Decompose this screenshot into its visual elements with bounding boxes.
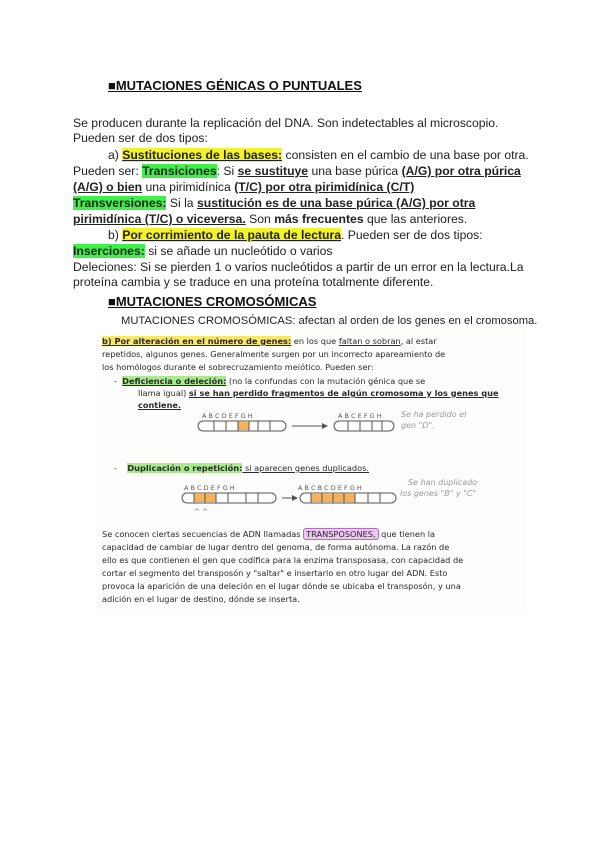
duplication-chromosome-diagram (180, 490, 400, 516)
deletion-labels-after: A B C E F G H (338, 412, 382, 420)
duplication-note-1: Se han duplicado (408, 478, 478, 487)
highlight-inserciones: Inserciones: (73, 244, 145, 258)
intro-line-2: Pueden ser de dos tipos: (73, 131, 208, 145)
highlight-corrimiento: Por corrimiento de la pauta de lectura (122, 228, 341, 242)
transiciones-line-2: (A/G) o bien una pirimidínica (T/C) por otra pirimidínica (C/T) (73, 180, 415, 194)
transversiones-line-2: pirimidínica (T/C) o viceversa. Son más frecuentes que las anteriores. (73, 212, 468, 226)
deleciones-line-1: Deleciones: Si se pierden 1 o varios nucleótidos a partir de un error en la lectura.La (73, 260, 524, 274)
scan-deleccion-line-1: - Deficiencia o deleción: (no la confundas con la mutación génica que se (114, 376, 426, 386)
deletion-labels-before: A B C D E F G H (202, 412, 253, 420)
transversiones-line-1: Transversiones: Si la sustitución es de una base púrica (A/G) por otra (73, 196, 476, 210)
transposon-line-4: cortar el segmento del transposón y "saltar" e insertarlo en otro lugar del ADN. Esto (102, 568, 448, 578)
duplication-labels-after: A B C B C D E F G H (298, 484, 362, 492)
inserciones-line: Inserciones: si se añade un nucleótido o varios (73, 244, 333, 258)
transposon-line-3: ello es que contienen el gen que codifica para la enzima transposasa, con capacidad de (102, 555, 464, 565)
highlight-transposones: TRANSPOSONES, (303, 528, 378, 540)
section-title-genicas: ■MUTACIONES GÉNICAS O PUNTUALES (108, 78, 362, 93)
highlight-sustituciones: Sustituciones de las bases: (122, 148, 283, 162)
item-b: b) Por corrimiento de la pauta de lectura. Pueden ser de dos tipos: (108, 228, 483, 242)
scanned-notes-image (96, 327, 526, 611)
scan-duplicacion-line: - Duplicación o repetición: si aparecen genes duplicados. (114, 463, 369, 473)
transiciones-line-1: Pueden ser: Transiciones: Si se sustituye una base púrica (A/G) por otra púrica (73, 164, 521, 178)
cromosomicas-subtitle: MUTACIONES CROMOSÓMICAS: afectan al orden de los genes en el cromosoma. (121, 315, 538, 327)
transposon-line-5: provoca la aparición de una deleción en el lugar dónde se ubicaba el transposón, y una (102, 581, 461, 591)
deletion-chromosome-diagram (196, 418, 396, 438)
svg-text:^ ^: ^ ^ (194, 508, 208, 516)
scan-line-1: b) Por alteración en el número de genes: en los que faltan o sobran, al estar (102, 336, 437, 346)
duplication-note-2: los genes "B" y "C" (400, 489, 477, 498)
scan-line-3: los homólogos durante el sobrecruzamiento meiótico. Pueden ser: (102, 362, 374, 372)
transposon-line-1: Se conocen ciertas secuencias de ADN llamadas TRANSPOSONES, que tienen la (102, 529, 436, 539)
item-a: a) Sustituciones de las bases: consisten en el cambio de una base por otra. (108, 148, 529, 162)
deletion-note-2: gen "D". (401, 421, 435, 430)
scan-line-2: repetidos, algunos genes. Generalmente surgen por un incorrecto apareamiento de (102, 349, 446, 359)
scan-deleccion-line-2: llama igual) si se han perdido fragmentos de algún cromosoma y los genes que (138, 388, 499, 398)
highlight-transversiones: Transversiones: (73, 196, 167, 210)
highlight-transiciones: Transiciones (142, 164, 217, 178)
section-title-cromosomicas: ■MUTACIONES CROMOSÓMICAS (108, 294, 317, 309)
deleciones-line-2: proteína cambia y se traduce en una proteína totalmente diferente. (73, 275, 434, 289)
transposon-line-6: adición en el lugar de destino, dónde se inserta. (102, 594, 300, 604)
duplication-labels-before: A B C D E F G H (184, 484, 235, 492)
transposon-line-2: capacidad de cambiar de lugar dentro del genoma, de forma autónoma. La razón de (102, 542, 450, 552)
deletion-note-1: Se ha perdido el (401, 410, 467, 419)
intro-line-1: Se producen durante la replicación del DNA. Son indetectables al microscopio. (73, 116, 499, 130)
scan-deleccion-line-3: contiene. (138, 400, 182, 410)
